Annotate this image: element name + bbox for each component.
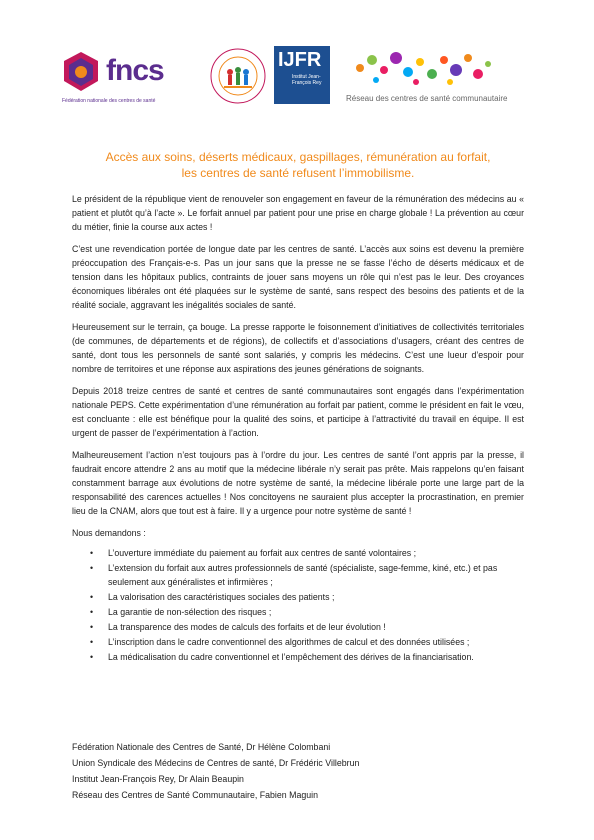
list-item [90, 590, 524, 604]
document-title [60, 149, 536, 181]
list-item [90, 620, 524, 634]
paragraph: Le président de la république vient de renouveler son engagement en faveur de la rémunération des médecins au « patient et plutôt qu’à l’acte ». Le forfait annuel par patient pour une prise en charge globale ! La prévention au cœur du métier, finie la course aux actes ! [72, 194, 524, 232]
signature-line: Institut Jean-François Rey, Dr Alain Beaupin [72, 774, 244, 784]
signature-line: Fédération Nationale des Centres de Santé, Dr Hélène Colombani [72, 742, 331, 752]
list-item [90, 605, 524, 619]
fncs-logo [60, 48, 186, 106]
list-item [90, 546, 524, 560]
list-item-text: L’ouverture immédiate du paiement au forfait aux centres de santé volontaires ; [108, 548, 417, 558]
title-line-2: les centres de santé refusent l’immobilisme. [181, 166, 415, 180]
usmcs-seal-logo [208, 46, 268, 106]
paragraph: Malheureusement l’action n’est toujours pas à l’ordre du jour. Les centres de santé l’ont appris par la presse, il faudrait encore attendre 2 ans au motif que la médecine libérale n’y serait pas prête. Mais rappelons qu’en faisant constamment barrage aux évolutions de notre système de santé, la médecine libérale porte une large part de la responsabilité des carences actuelles ! Nos concitoyens ne sauraient plus accepter la procrastination, en premier lieu de la CNAM, alors que tout est à faire. Il y a urgence pour notre système de santé ! [72, 450, 524, 516]
reseau-dots-icon [346, 46, 496, 90]
signature-block [72, 739, 524, 803]
list-item [90, 650, 524, 664]
signature-line: Réseau des Centres de Santé Communautaire, Fabien Maguin [72, 790, 318, 800]
bullet-icon: • [90, 622, 94, 632]
list-item-text: L’inscription dans le cadre conventionnel des algorithmes de calcul et des données utilisées ; [108, 637, 470, 647]
bullet-icon: • [90, 652, 94, 662]
bullet-icon: • [90, 548, 94, 558]
list-item-text: La valorisation des caractéristiques sociales des patients ; [108, 592, 335, 602]
document-body [72, 192, 524, 665]
ijfr-wordmark: IJFR [278, 49, 322, 71]
paragraph: Heureusement sur le terrain, ça bouge. La presse rapporte le foisonnement d’initiatives de collectivités territoriales (de communes, de départements et de régions), de collectifs et d’associations d’usagers, créant des centres de santé, dont tous les personnels de santé sont salariés, y compris les médecins. C’est une lueur d’espoir pour nombre de territoires et une réponse aux aspirations des jeunes générations de soignants. [72, 322, 524, 374]
bullet-icon: • [90, 607, 94, 617]
demands-intro: Nous demandons : [72, 528, 146, 538]
list-item-text: La transparence des modes de calculs des forfaits et de leur évolution ! [108, 622, 386, 632]
logo-header [60, 46, 540, 110]
paragraph: Depuis 2018 treize centres de santé et centres de santé communautaires sont engagés dans l’expérimentation nationale PEPS. Cette expérimentation d’une rémunération au forfait par patient, comme le président en fait le vœu, est concluante : elle est bénéfique pour la qualité des soins, et participe à l’attractivité du travail en équipe. Il est urgent de passer de l’expérimentation à l’action. [72, 386, 524, 438]
paragraph: C’est une revendication portée de longue date par les centres de santé. L’accès aux soins est devenu la première préoccupation des Français-e-s. Pas un jour sans que la presse ne se fasse l’écho de déserts médicaux et de tension dans les hôpitaux publics, contraints de jouer sans moyens un rôle qui n’est pas le leur. Des croyances économiques libérales ont été plaquées sur le système de santé, sans respect des besoins des patients et de la réalité sociale, aggravant les inégalités sociales de santé. [72, 244, 524, 310]
demands-list [72, 546, 524, 664]
list-item-text: La médicalisation du cadre conventionnel et l’empêchement des dérives de la financiarisation. [108, 652, 474, 662]
list-item [90, 561, 524, 589]
title-line-1: Accès aux soins, déserts médicaux, gaspillages, rémunération au forfait, [105, 150, 491, 164]
bullet-icon: • [90, 563, 94, 573]
bullet-icon: • [90, 592, 94, 602]
ijfr-logo [274, 46, 330, 104]
list-item [90, 635, 524, 649]
list-item-text: La garantie de non-sélection des risques ; [108, 607, 272, 617]
fncs-hexagon-icon [62, 50, 100, 94]
ijfr-subtitle: Institut Jean-François Rey [292, 74, 322, 86]
reseau-logo [344, 46, 540, 108]
bullet-icon: • [90, 637, 94, 647]
reseau-caption: Réseau des centres de santé communautaire [346, 94, 508, 103]
signature-line: Union Syndicale des Médecins de Centres de santé, Dr Frédéric Villebrun [72, 758, 360, 768]
fncs-tagline: Fédération nationale des centres de santé [62, 98, 156, 104]
fncs-wordmark: fncs [106, 54, 164, 87]
list-item-text: L’extension du forfait aux autres professionnels de santé (spécialiste, sage-femme, kiné, etc.) et pas seulement aux généralistes et infirmières ; [108, 563, 498, 587]
